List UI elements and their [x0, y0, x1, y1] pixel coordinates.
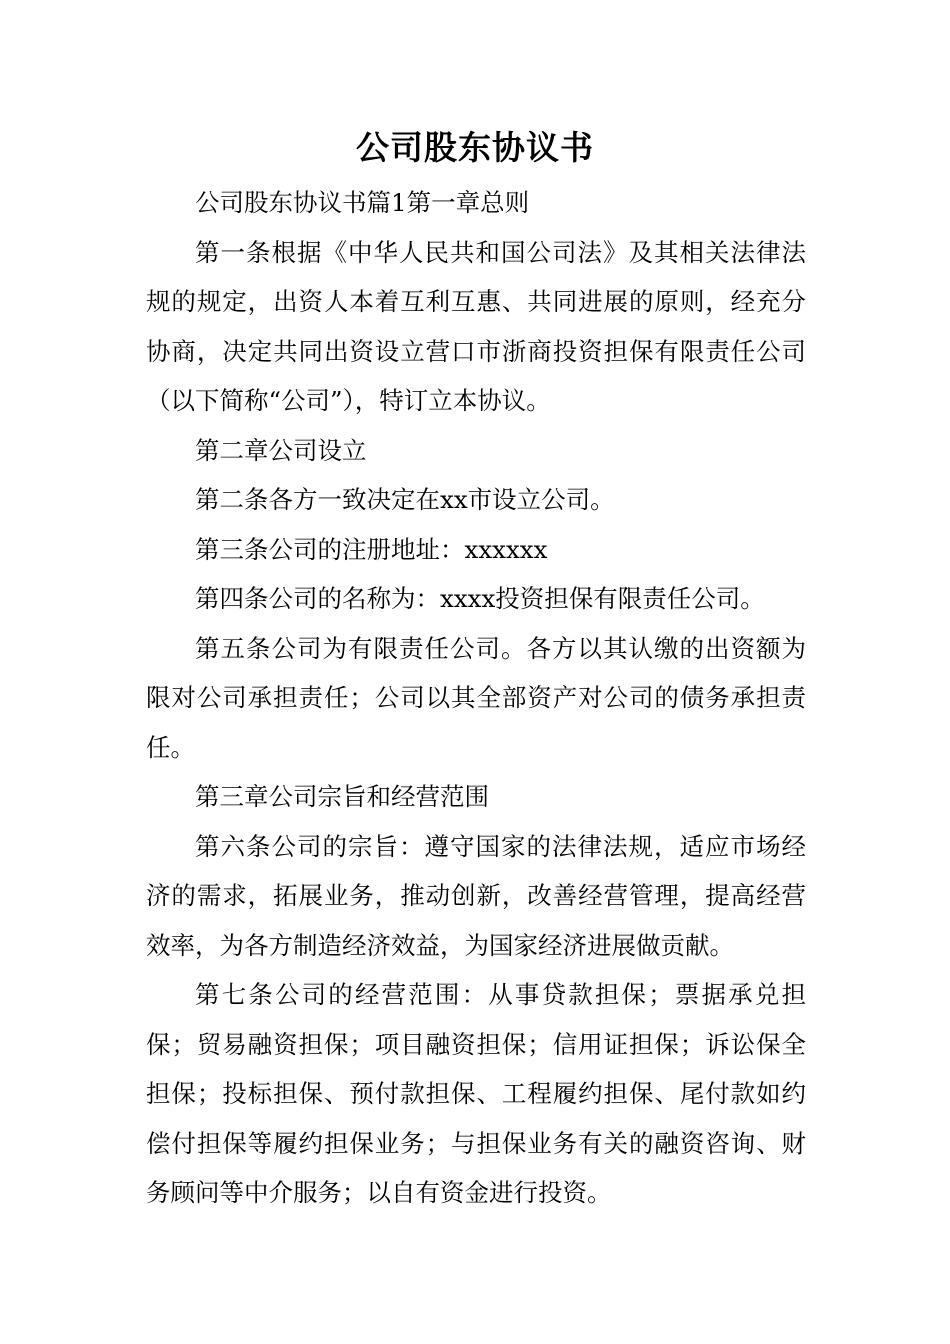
paragraph-article-6: 第六条公司的宗旨：遵守国家的法律法规，适应市场经济的需求，拓展业务，推动创新，改善经营管理，提高经营效率，为各方制造经济效益，为国家经济进展做贡献。 [146, 831, 806, 960]
paragraph-chapter-3-heading: 第三章公司宗旨和经营范围 [195, 782, 489, 811]
paragraph-chapter-2-heading: 第二章公司设立 [195, 435, 367, 465]
paragraph-article-2: 第二条各方一致决定在xx市设立公司。 [195, 485, 615, 514]
document-body [146, 178, 806, 1218]
paragraph-article-7: 第七条公司的经营范围：从事贷款担保；票据承兑担保；贸易融资担保；项目融资担保；信用证担保；诉讼保全担保；投标担保、预付款担保、工程履约担保、尾付款如约偿付担保等履约担保业务；与担保业务有关的融资咨询、财务顾问等中介服务；以自有资金进行投资。 [146, 980, 806, 1207]
paragraph-article-3: 第三条公司的注册地址：xxxxxx [195, 534, 548, 564]
paragraph-article-4: 第四条公司的名称为：xxxx投资担保有限责任公司。 [195, 584, 765, 613]
paragraph-article-1: 第一条根据《中华人民共和国公司法》及其相关法律法规的规定，出资人本着互利互惠、共同进展的原则，经充分协商，决定共同出资设立营口市浙商投资担保有限责任公司（以下简称“公司”），特订立本协议。 [146, 237, 806, 415]
document-title: 公司股东协议书 [356, 128, 594, 167]
paragraph-article-5: 第五条公司为有限责任公司。各方以其认缴的出资额为限对公司承担责任；公司以其全部资产对公司的债务承担责任。 [146, 633, 806, 762]
paragraph-intro-chapter-1: 公司股东协议书篇1第一章总则 [195, 188, 530, 217]
